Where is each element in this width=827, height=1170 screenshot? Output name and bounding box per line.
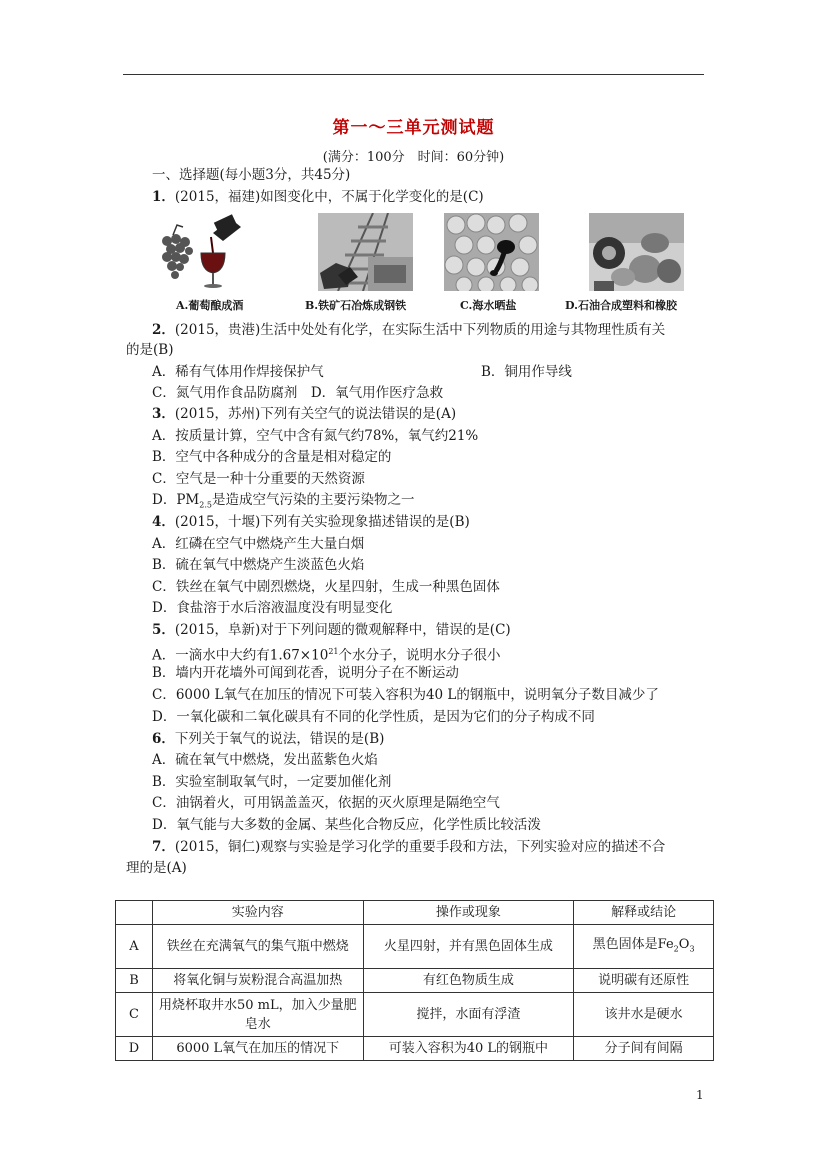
- table-header: 操作或现象: [363, 901, 574, 925]
- page-title: 第一～三单元测试题: [332, 118, 495, 138]
- question-6: [152, 730, 384, 748]
- option-text: 是造成空气污染的主要污染物之一: [211, 492, 415, 508]
- question-stem: (2015，阜新)对于下列问题的微观解释中，错误的是(: [174, 622, 496, 638]
- grape-wine-image: [153, 213, 248, 291]
- table-cell: 将氧化铜与炭粉混合高温加热: [152, 969, 363, 993]
- question-stem: 理的是(: [126, 860, 172, 876]
- table-cell: 搅拌，水面有浮渣: [363, 993, 574, 1037]
- row-label: A: [116, 925, 153, 969]
- table-cell: 该井水是硬水: [574, 993, 714, 1037]
- row-label: C: [116, 993, 153, 1037]
- option-text: D．PM: [152, 492, 200, 508]
- option-c: C．铁丝在氧气中剧烈燃烧，火星四射，生成一种黑色固体: [152, 579, 500, 595]
- option-cd: C．氮气用作食品防腐剂 D．氧气用作医疗急救: [152, 385, 444, 401]
- image-caption-b: B.铁矿石冶炼成钢铁: [305, 299, 407, 312]
- question-stem: 的是(: [126, 342, 159, 358]
- row-label: D: [116, 1037, 153, 1061]
- question-number: 6．: [152, 731, 175, 747]
- answer: A: [441, 406, 451, 422]
- question-stem: 下列关于氧气的说法，错误的是(: [174, 731, 370, 747]
- answer: B: [454, 514, 465, 530]
- table-header: [116, 901, 153, 925]
- option-a: A．硫在氧气中燃烧，发出蓝紫色火焰: [152, 752, 378, 768]
- option-c: C．6000 L氧气在加压的情况下可装入容积为40 L的钢瓶中，说明氧分子数目减少了: [152, 687, 659, 703]
- table-cell: 有红色物质生成: [363, 969, 574, 993]
- question-stem: (2015，十堰)下列有关实验现象描述错误的是(: [174, 514, 455, 530]
- option-d: [152, 491, 414, 515]
- table-row: [116, 925, 714, 969]
- answer: C: [468, 189, 479, 205]
- table-cell: 铁丝在充满氧气的集气瓶中燃烧: [152, 925, 363, 969]
- question-number: 2．: [152, 322, 175, 338]
- option-b: B．硫在氧气中燃烧产生淡蓝色火焰: [152, 557, 365, 573]
- paren-close: ): [450, 406, 457, 422]
- row-label: B: [116, 969, 153, 993]
- paren-close: ): [464, 514, 470, 530]
- subscript: 3: [689, 944, 695, 954]
- question-number: 3．: [152, 406, 175, 422]
- question-number: 7．: [152, 839, 175, 855]
- table-cell: 可装入容积为40 L的钢瓶中: [363, 1037, 574, 1061]
- option-b: B．空气中各种成分的含量是相对稳定的: [152, 449, 392, 465]
- option-text: 个水分子，说明水分子很小: [338, 647, 501, 664]
- option-b: B．墙内开花墙外可闻到花香，说明分子在不断运动: [152, 665, 459, 681]
- question-7-stem-cont: [126, 859, 187, 877]
- cell-text: O: [678, 936, 690, 952]
- page-number: 1: [696, 1088, 704, 1102]
- header-rule: [123, 74, 704, 75]
- iron-ore-rails-image: [318, 213, 413, 291]
- table-cell: 火星四射，并有黑色固体生成: [363, 925, 574, 969]
- petroleum-plastic-rubber-image: [589, 213, 684, 291]
- answer: C: [495, 622, 506, 638]
- question-number: 4．: [152, 514, 175, 530]
- option-d: D．一氧化碳和二氧化碳具有不同的化学性质，是因为它们的分子构成不同: [152, 709, 595, 725]
- question-2: [152, 321, 665, 339]
- table-cell: [574, 925, 714, 969]
- cell-text: 黑色固体是Fe: [592, 936, 674, 952]
- option-c: C．空气是一种十分重要的天然资源: [152, 471, 365, 487]
- sea-salt-image: [444, 213, 539, 291]
- answer: B: [369, 731, 380, 747]
- option-d: D．食盐溶于水后溶液温度没有明显变化: [152, 600, 393, 616]
- page-subtitle: (满分：100分 时间：60分钟): [322, 150, 505, 165]
- table-cell: 6000 L氧气在加压的情况下: [152, 1037, 363, 1061]
- option-a: [152, 643, 501, 665]
- question-3: [152, 405, 456, 423]
- question-1-images: [148, 213, 708, 318]
- option-d: D．氧气能与大多数的金属、某些化合物反应，化学性质比较活泼: [152, 817, 541, 833]
- question-7: [152, 838, 665, 856]
- question-5: [152, 621, 511, 639]
- question-number: 5．: [152, 622, 175, 638]
- answer: B: [158, 342, 169, 358]
- table-row: [116, 1037, 714, 1061]
- question-stem: (2015，贵港)生活中处处有化学，在实际生活中下列物质的用途与其物理性质有关: [174, 322, 666, 338]
- question-2-stem-cont: [126, 341, 173, 359]
- table-header: 实验内容: [152, 901, 363, 925]
- subscript: 2: [673, 944, 679, 954]
- paren-close: ): [478, 189, 484, 205]
- image-caption-d: D.石油合成塑料和橡胶: [565, 299, 677, 312]
- question-stem: (2015，铜仁)观察与实验是学习化学的重要手段和方法，下列实验对应的描述不合: [174, 839, 666, 855]
- paren-close: ): [379, 731, 385, 747]
- paren-close: ): [181, 860, 187, 876]
- question-4: [152, 513, 470, 531]
- paren-close: ): [505, 622, 511, 638]
- image-caption-a: A.葡萄酿成酒: [176, 299, 244, 312]
- question-1: [152, 188, 484, 206]
- table-row: [116, 993, 714, 1037]
- option-b: B．铜用作导线: [481, 364, 572, 380]
- question-stem: (2015，福建)如图变化中，不属于化学变化的是(: [174, 189, 469, 205]
- table-header-row: [116, 901, 714, 925]
- superscript: 21: [328, 647, 339, 656]
- table-cell: 分子间有间隔: [574, 1037, 714, 1061]
- question-stem: (2015，苏州)下列有关空气的说法错误的是(: [174, 406, 442, 422]
- option-c: C．油锅着火，可用锅盖盖灭，依据的灭火原理是隔绝空气: [152, 795, 500, 811]
- option-a: A．按质量计算，空气中含有氮气约78%，氧气约21%: [152, 428, 479, 444]
- table-cell: 用烧杯取井水50 mL，加入少量肥皂水: [152, 993, 363, 1037]
- option-a: A．稀有气体用作焊接保护气: [152, 364, 324, 380]
- section-heading: 一、选择题(每小题3分，共45分): [152, 167, 351, 183]
- option-text: A．一滴水中大约有1.67×10: [152, 647, 329, 664]
- subscript: 2.5: [199, 500, 212, 510]
- paren-close: ): [168, 342, 174, 358]
- table-cell: 说明碳有还原性: [574, 969, 714, 993]
- question-number: 1．: [152, 189, 175, 205]
- option-b: B．实验室制取氧气时，一定要加催化剂: [152, 774, 392, 790]
- table-header: 解释或结论: [574, 901, 714, 925]
- image-caption-c: C.海水晒盐: [460, 299, 517, 312]
- experiment-table: [115, 900, 714, 1061]
- option-a: A．红磷在空气中燃烧产生大量白烟: [152, 536, 365, 552]
- table-row: [116, 969, 714, 993]
- answer: A: [171, 860, 182, 876]
